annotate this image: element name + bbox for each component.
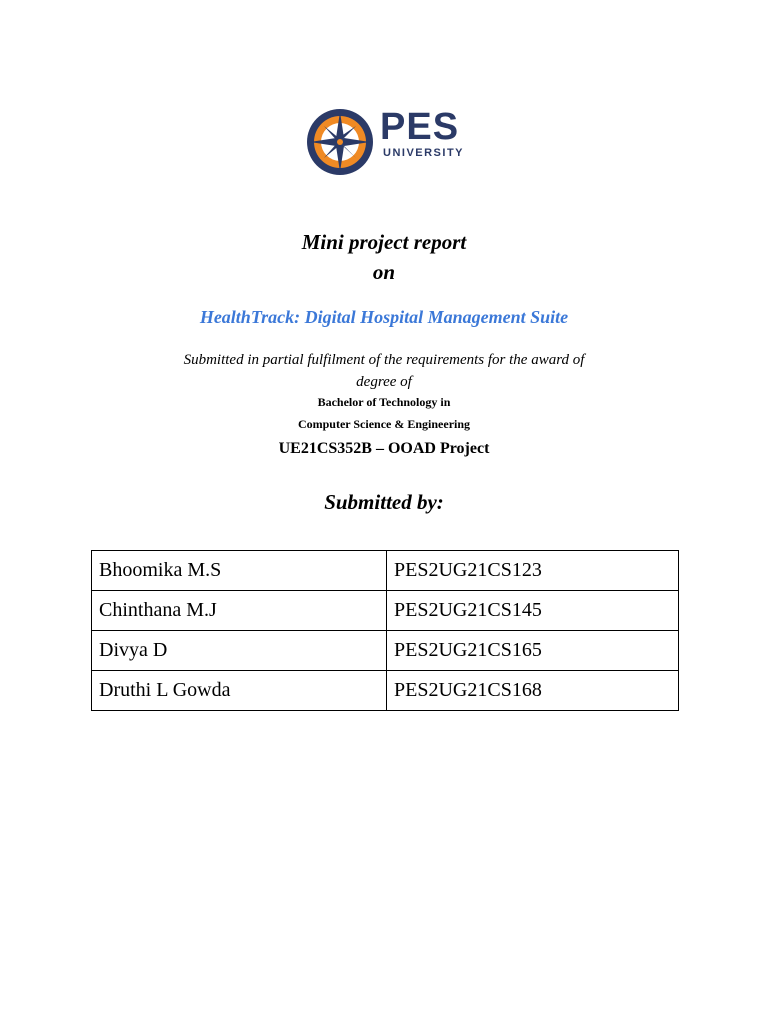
report-title-line2: on: [372, 260, 396, 284]
logo-university-text: UNIVERSITY: [383, 147, 465, 159]
compass-emblem-icon: [302, 98, 378, 186]
table-row: [92, 591, 679, 631]
degree-line1: Bachelor of Technology in: [317, 395, 451, 409]
table-row: [92, 551, 679, 591]
pes-university-logo: [302, 98, 467, 186]
member-srn: PES2UG21CS145: [387, 591, 679, 631]
submitted-by-heading: Submitted by:: [324, 490, 444, 514]
logo-pes-text: PES: [380, 106, 460, 148]
project-title: HealthTrack: Digital Hospital Management Suite: [199, 307, 569, 327]
member-name: Chinthana M.J: [92, 591, 387, 631]
members-table: [91, 550, 679, 711]
table-row: [92, 631, 679, 671]
member-name: Druthi L Gowda: [92, 671, 387, 711]
member-srn: PES2UG21CS165: [387, 631, 679, 671]
submission-statement: [0, 349, 768, 393]
submission-line1: Submitted in partial fulfilment of the requirements for the award of: [183, 352, 585, 368]
member-name: Bhoomika M.S: [92, 551, 387, 591]
member-srn: PES2UG21CS168: [387, 671, 679, 711]
course-code: UE21CS352B – OOAD Project: [278, 440, 490, 457]
submission-line2: degree of: [356, 374, 412, 390]
member-srn: PES2UG21CS123: [387, 551, 679, 591]
member-name: Divya D: [92, 631, 387, 671]
report-title: [0, 227, 768, 287]
report-title-line1: Mini project report: [301, 230, 467, 254]
degree-line2: Computer Science & Engineering: [297, 417, 471, 431]
table-row: [92, 671, 679, 711]
